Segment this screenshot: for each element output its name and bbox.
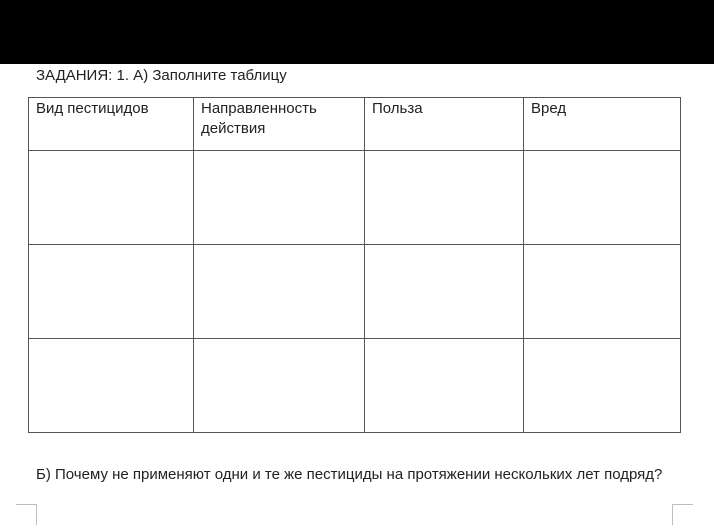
table-row — [29, 245, 681, 339]
header-cell-benefit: Польза — [365, 98, 524, 151]
table-cell[interactable] — [524, 339, 681, 433]
top-black-bar — [0, 0, 714, 64]
table-cell[interactable] — [194, 151, 365, 245]
table-cell[interactable] — [524, 245, 681, 339]
question-b: Б) Почему не применяют одни и те же пестициды на протяжении нескольких лет подряд? — [36, 466, 663, 483]
table-cell[interactable] — [365, 245, 524, 339]
header-cell-harm: Вред — [524, 98, 681, 151]
table-cell[interactable] — [29, 339, 194, 433]
table-cell[interactable] — [524, 151, 681, 245]
table-cell[interactable] — [29, 151, 194, 245]
task-heading: ЗАДАНИЯ: 1. А) Заполните таблицу — [36, 67, 287, 84]
table-cell[interactable] — [29, 245, 194, 339]
table-cell[interactable] — [365, 339, 524, 433]
pesticide-table — [28, 97, 681, 433]
table-cell[interactable] — [194, 245, 365, 339]
table-row — [29, 339, 681, 433]
table-row — [29, 151, 681, 245]
page-corner-mark-right — [672, 504, 693, 525]
table-header-row — [29, 98, 681, 151]
table-cell[interactable] — [194, 339, 365, 433]
header-cell-pesticide-type: Вид пестицидов — [29, 98, 194, 151]
table-cell[interactable] — [365, 151, 524, 245]
page-corner-mark-left — [16, 504, 37, 525]
header-cell-action-direction: Направленность действия — [194, 98, 365, 151]
